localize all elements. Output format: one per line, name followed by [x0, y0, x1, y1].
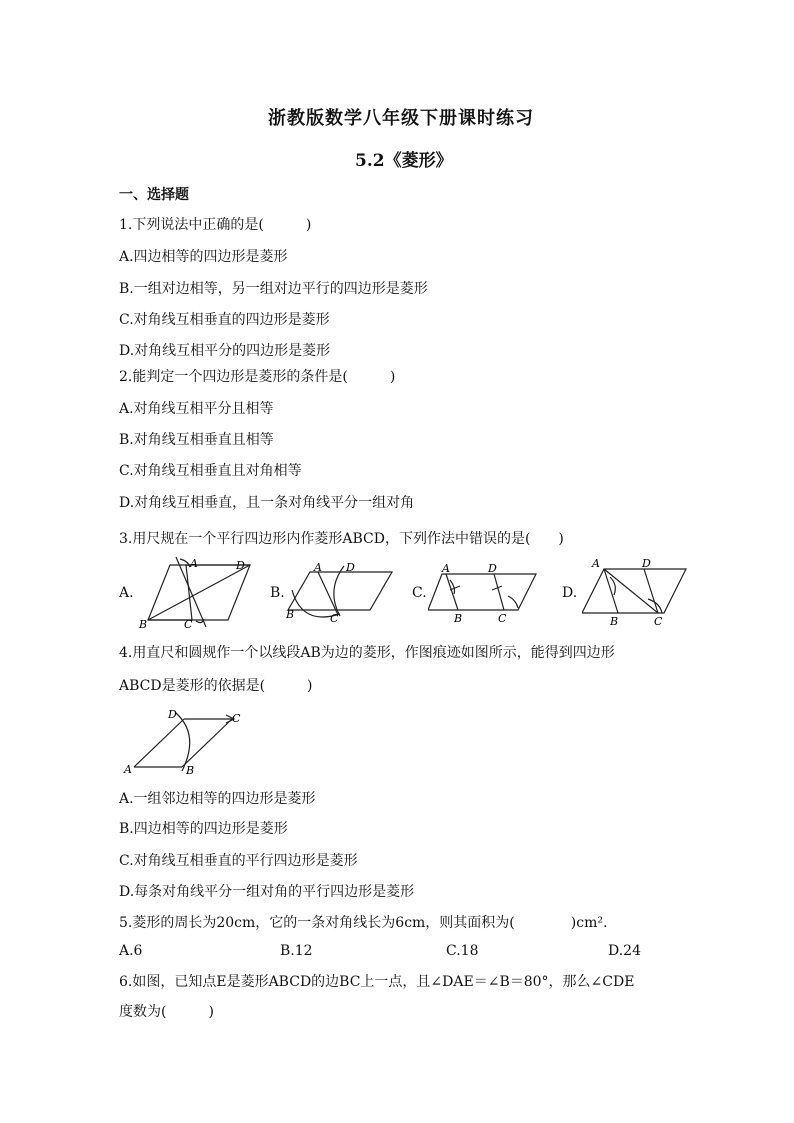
- figure-a-point-c: C: [184, 618, 193, 630]
- question-3-stem: 3.用尺规在一个平行四边形内作菱形ABCD，下列作法中错误的是( ): [119, 531, 564, 547]
- page-subtitle: 5.2《菱形》: [355, 151, 453, 171]
- figure-d-point-a: A: [592, 557, 600, 570]
- figure-d-diagonal: [604, 569, 658, 613]
- question-4-option-b: B.四边相等的四边形是菱形: [119, 821, 288, 837]
- figure-b-point-c: C: [330, 612, 339, 625]
- figure-d-point-b: B: [610, 615, 619, 628]
- figure-c-point-c: C: [498, 612, 507, 625]
- figure-c-point-d: D: [488, 562, 497, 575]
- figure-c-arc-2: [508, 596, 518, 608]
- question-6-stem-line-2: 度数为( ): [119, 1004, 214, 1020]
- question-3-figure-a: [136, 555, 256, 630]
- section-title: 一、选择题: [119, 187, 189, 203]
- question-2-option-c: C.对角线互相垂直且对角相等: [119, 463, 302, 479]
- figure-c-parallelogram: [428, 574, 536, 610]
- figure-a-point-d: D: [236, 559, 245, 572]
- figure-a-point-a: A: [190, 557, 198, 570]
- page-title: 浙教版数学八年级下册课时练习: [268, 108, 534, 129]
- figure-point-c: C: [232, 712, 241, 725]
- question-2-option-d: D.对角线互相垂直，且一条对角线平分一组对角: [119, 495, 415, 511]
- figure-d-point-c: C: [654, 615, 663, 628]
- question-2-stem: 2.能判定一个四边形是菱形的条件是( ): [119, 369, 396, 385]
- question-3-figure-b: [284, 560, 396, 630]
- question-5-option-b: B.12: [280, 943, 313, 959]
- question-4-option-d: D.每条对角线平分一组对角的平行四边形是菱形: [119, 884, 415, 900]
- figure-a-arc-1: [180, 559, 190, 567]
- figure-segment-ad: [134, 719, 184, 767]
- figure-b-segment-ac: [318, 572, 338, 615]
- question-5-option-c: C.18: [446, 943, 479, 959]
- figure-b-point-d: D: [346, 561, 355, 574]
- question-4-option-c: C.对角线互相垂直的平行四边形是菱形: [119, 853, 358, 869]
- figure-point-b: B: [186, 764, 195, 777]
- question-3-option-d-label: D.: [562, 585, 578, 601]
- figure-a-point-b: B: [139, 618, 148, 630]
- question-3-option-b-label: B.: [270, 585, 285, 601]
- question-5-option-a: A.6: [119, 943, 143, 959]
- figure-c-segment-dc: [494, 574, 504, 610]
- figure-c-point-a: A: [442, 562, 450, 575]
- figure-point-a: A: [124, 763, 132, 776]
- figure-d-point-d: D: [642, 557, 651, 570]
- figure-point-d: D: [168, 708, 177, 721]
- figure-d-segment-ab: [604, 569, 618, 613]
- question-2-option-b: B.对角线互相垂直且相等: [119, 432, 274, 448]
- figure-b-point-b: B: [286, 608, 295, 621]
- question-4-figure: [122, 705, 262, 777]
- question-1-option-a: A.四边相等的四边形是菱形: [119, 249, 288, 265]
- question-3-option-c-label: C.: [412, 585, 427, 601]
- question-6-stem-line-1: 6.如图，已知点E是菱形ABCD的边BC上一点，且∠DAE＝∠B＝80°，那么∠CDE: [119, 974, 635, 990]
- figure-c-point-b: B: [454, 612, 463, 625]
- figure-b-point-a: A: [314, 561, 322, 574]
- question-5-stem: 5.菱形的周长为20cm，它的一条对角线长为6cm，则其面积为( )cm².: [119, 915, 608, 931]
- question-2-option-a: A.对角线互相平分且相等: [119, 401, 274, 417]
- question-5-option-d: D.24: [608, 943, 641, 959]
- question-4-stem-line-2: ABCD是菱形的依据是( ): [119, 678, 313, 694]
- figure-c-segment-ab: [446, 574, 458, 610]
- question-1-option-b: B.一组对边相等，另一组对边平行的四边形是菱形: [119, 281, 428, 297]
- question-1-option-d: D.对角线互相平分的四边形是菱形: [119, 343, 331, 359]
- question-4-option-a: A.一组邻边相等的四边形是菱形: [119, 791, 316, 807]
- figure-d-parallelogram: [582, 569, 686, 613]
- figure-d-segment-dc: [644, 569, 658, 613]
- question-3-figure-d: [582, 555, 690, 630]
- figure-b-parallelogram: [288, 572, 392, 610]
- question-4-stem-line-1: 4.用直尺和圆规作一个以线段AB为边的菱形，作图痕迹如图所示，能得到四边形: [119, 645, 615, 661]
- question-3-figure-c: [428, 560, 544, 630]
- question-1-option-c: C.对角线互相垂直的四边形是菱形: [119, 312, 330, 328]
- question-3-option-a-label: A.: [119, 585, 134, 601]
- question-1-stem: 1.下列说法中正确的是( ): [119, 217, 312, 233]
